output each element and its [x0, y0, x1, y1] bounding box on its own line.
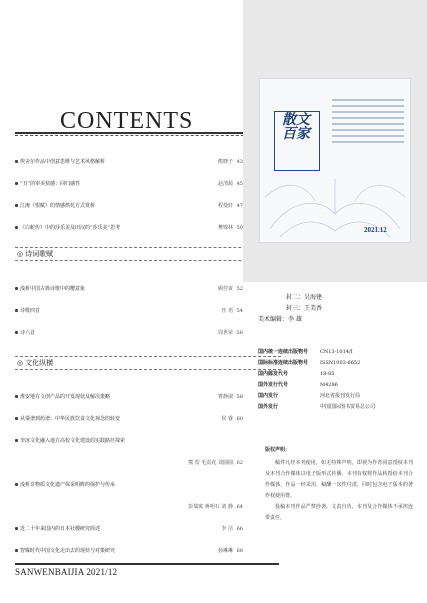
toc-item[interactable]	[15, 430, 243, 452]
footer-text: SANWENBAIJIA 2021/12	[15, 567, 118, 577]
credit-row	[258, 292, 418, 303]
toc-author: 彭瑞寓 蒋明石 刘 静	[188, 504, 233, 510]
pub-label: 国外发行代号	[258, 382, 289, 388]
toc-item[interactable]	[15, 278, 243, 300]
pub-value: 河北省报刊发行局	[320, 393, 361, 399]
pub-row	[258, 358, 423, 369]
pub-value: 18-85	[320, 371, 335, 377]
toc-item[interactable]	[15, 474, 243, 496]
bullet-icon	[15, 182, 18, 185]
pub-label: 国外发行	[258, 404, 279, 410]
toc-author: 熊 贺 毛雷花 刘圆圆	[188, 460, 233, 466]
toc-page: 62	[236, 460, 243, 466]
toc-author: 丝 语	[221, 308, 233, 314]
credit-row	[258, 303, 418, 314]
bullet-icon	[15, 483, 18, 486]
credit-label: 封	[285, 305, 292, 312]
toc-page: 52	[236, 286, 243, 292]
pub-label: 国内发行	[258, 393, 279, 399]
bullet-icon	[15, 204, 18, 207]
pub-row	[258, 402, 423, 413]
bullet-icon	[15, 527, 18, 530]
section-heading-culture	[15, 356, 281, 370]
pub-row	[258, 391, 423, 402]
toc-page: 54	[236, 308, 243, 314]
bullet-icon	[15, 549, 18, 552]
credits	[258, 292, 418, 325]
toc-item-continued[interactable]	[15, 452, 243, 474]
toc-author: 曹静淑	[217, 394, 233, 400]
credit-row	[258, 314, 418, 325]
pub-label: 国际标准连续出版物号	[258, 360, 309, 366]
toc-title: 江淹《恨赋》的情感烘托方式赏析	[20, 203, 96, 209]
toc-title: 浅析中国古典诗歌中的樱意象	[20, 286, 86, 292]
toc-title: 从粟谱到药谱：中华民族饮食文化观念的转变	[20, 416, 121, 422]
toc-page: 47	[236, 203, 243, 209]
copyright-paragraph: 投稿本刊作品严禁抄袭，文责自负，本刊及合作媒体不承担连带责任。	[265, 504, 413, 521]
pub-value: M4286	[320, 382, 338, 388]
toc-title: 诗歌四首	[20, 308, 41, 314]
toc-author: 程曼轩	[217, 203, 233, 209]
cover-image[interactable]	[259, 78, 411, 243]
toc-item[interactable]	[15, 300, 243, 322]
toc-author: 周世荣	[217, 330, 233, 336]
credit-label: 美术编辑：	[258, 316, 289, 323]
toc-item[interactable]	[15, 195, 243, 217]
toc-item[interactable]	[15, 408, 243, 430]
toc-page: 66	[236, 526, 243, 532]
toc-page: 60	[236, 416, 243, 422]
toc-page: 68	[236, 548, 243, 554]
toc-author: 孙琳琳	[217, 548, 233, 554]
section-heading-label: 诗词歌赋	[25, 250, 54, 258]
toc-item[interactable]	[15, 540, 243, 562]
toc-page: 50	[236, 225, 243, 231]
pub-row	[258, 347, 423, 358]
credit-value: 二：吴海建	[292, 294, 323, 301]
toc-title: 李冰文化融入地方高校文化建设的实践路径探索	[20, 438, 126, 444]
bullet-icon	[15, 309, 18, 312]
toc-title: “丑”的审美快感：回归感性	[20, 181, 81, 187]
cover-title: 散文百家	[282, 112, 310, 142]
toc-title: 淮安地方文创产品的开发现状及解决策略	[20, 394, 111, 400]
toc-author: 赵清源	[217, 181, 233, 187]
pub-label: 国内统一连续出版物号	[258, 349, 309, 355]
section1-article-list	[15, 278, 243, 344]
toc-author: 侯 睿	[221, 416, 233, 422]
credit-value: 李 雄	[288, 316, 302, 323]
credit-value: 三：王美香	[292, 305, 323, 312]
ring-icon: ◎	[17, 359, 24, 367]
pub-row	[258, 380, 423, 391]
pub-value: CN13-1014/I	[320, 349, 353, 355]
bullet-icon	[15, 331, 18, 334]
bullet-icon	[15, 287, 18, 290]
cover-date: 2021.12	[364, 226, 387, 234]
toc-item[interactable]	[15, 173, 243, 195]
toc-title: 埃舍尔作品中创意思维与艺术风格解析	[20, 159, 106, 165]
ring-icon: ◎	[17, 250, 24, 258]
toc-title: 《白蛇传》中的莎乐美及田汉的“莎乐美”思考	[20, 225, 121, 231]
toc-author: 熊晓子	[217, 159, 233, 165]
toc-item-continued[interactable]	[15, 496, 243, 518]
toc-page: 58	[236, 394, 243, 400]
section2-article-list	[15, 386, 243, 562]
copyright-paragraph: 稿件凡经本刊使用，如无特殊声明，即视为作者同意授权本刊及本刊合作媒体以电子版形式传播，本刊有权将作品转授给本刊合作媒体，作品一经采用，稿酬一次性付清，同时包含电子版本的著作权使用费。	[265, 460, 413, 499]
top-article-list	[15, 151, 243, 239]
toc-title: 智媒时代中国文化走出去的现状与对策研究	[20, 548, 116, 554]
toc-page: 43	[236, 159, 243, 165]
toc-author: 李 洁	[221, 526, 233, 532]
toc-page: 64	[236, 504, 243, 510]
bullet-icon	[15, 395, 18, 398]
publication-info	[258, 347, 423, 413]
bullet-icon	[15, 226, 18, 229]
section-heading-label: 文化纵横	[25, 359, 54, 367]
pub-label: 国内邮发代号	[258, 371, 289, 377]
cover-text-lines	[332, 99, 404, 147]
toc-title: 近二十年来国内的日本社稷研究简述	[20, 526, 101, 532]
toc-author: 顾佳寅	[217, 286, 233, 292]
toc-item[interactable]	[15, 322, 243, 344]
bullet-icon	[15, 439, 18, 442]
section-heading-poetry	[15, 247, 281, 261]
copyright-heading: 版权声明：	[265, 447, 291, 453]
contents-title: CONTENTS	[60, 108, 194, 134]
title-dashed-rule	[15, 135, 279, 136]
bullet-icon	[15, 160, 18, 163]
copyright-notice	[265, 445, 413, 524]
toc-page: 56	[236, 330, 243, 336]
pub-value: ISSN1003-6652	[320, 360, 361, 366]
credit-label: 封	[285, 294, 292, 301]
toc-page: 45	[236, 181, 243, 187]
toc-title: 诗六首	[20, 330, 36, 336]
footer-rule	[15, 563, 279, 565]
toc-author: 樊锦林	[217, 225, 233, 231]
pub-row	[258, 369, 423, 380]
bullet-icon	[15, 417, 18, 420]
toc-item[interactable]	[15, 386, 243, 408]
toc-item[interactable]	[15, 217, 243, 239]
toc-item[interactable]	[15, 151, 243, 173]
pub-value: 中国国际图书贸易总公司	[320, 404, 376, 410]
toc-title: 浅析非物质文化遗产保采明眸的保护与传承	[20, 482, 116, 488]
toc-item[interactable]	[15, 518, 243, 540]
title-rule	[15, 132, 279, 134]
